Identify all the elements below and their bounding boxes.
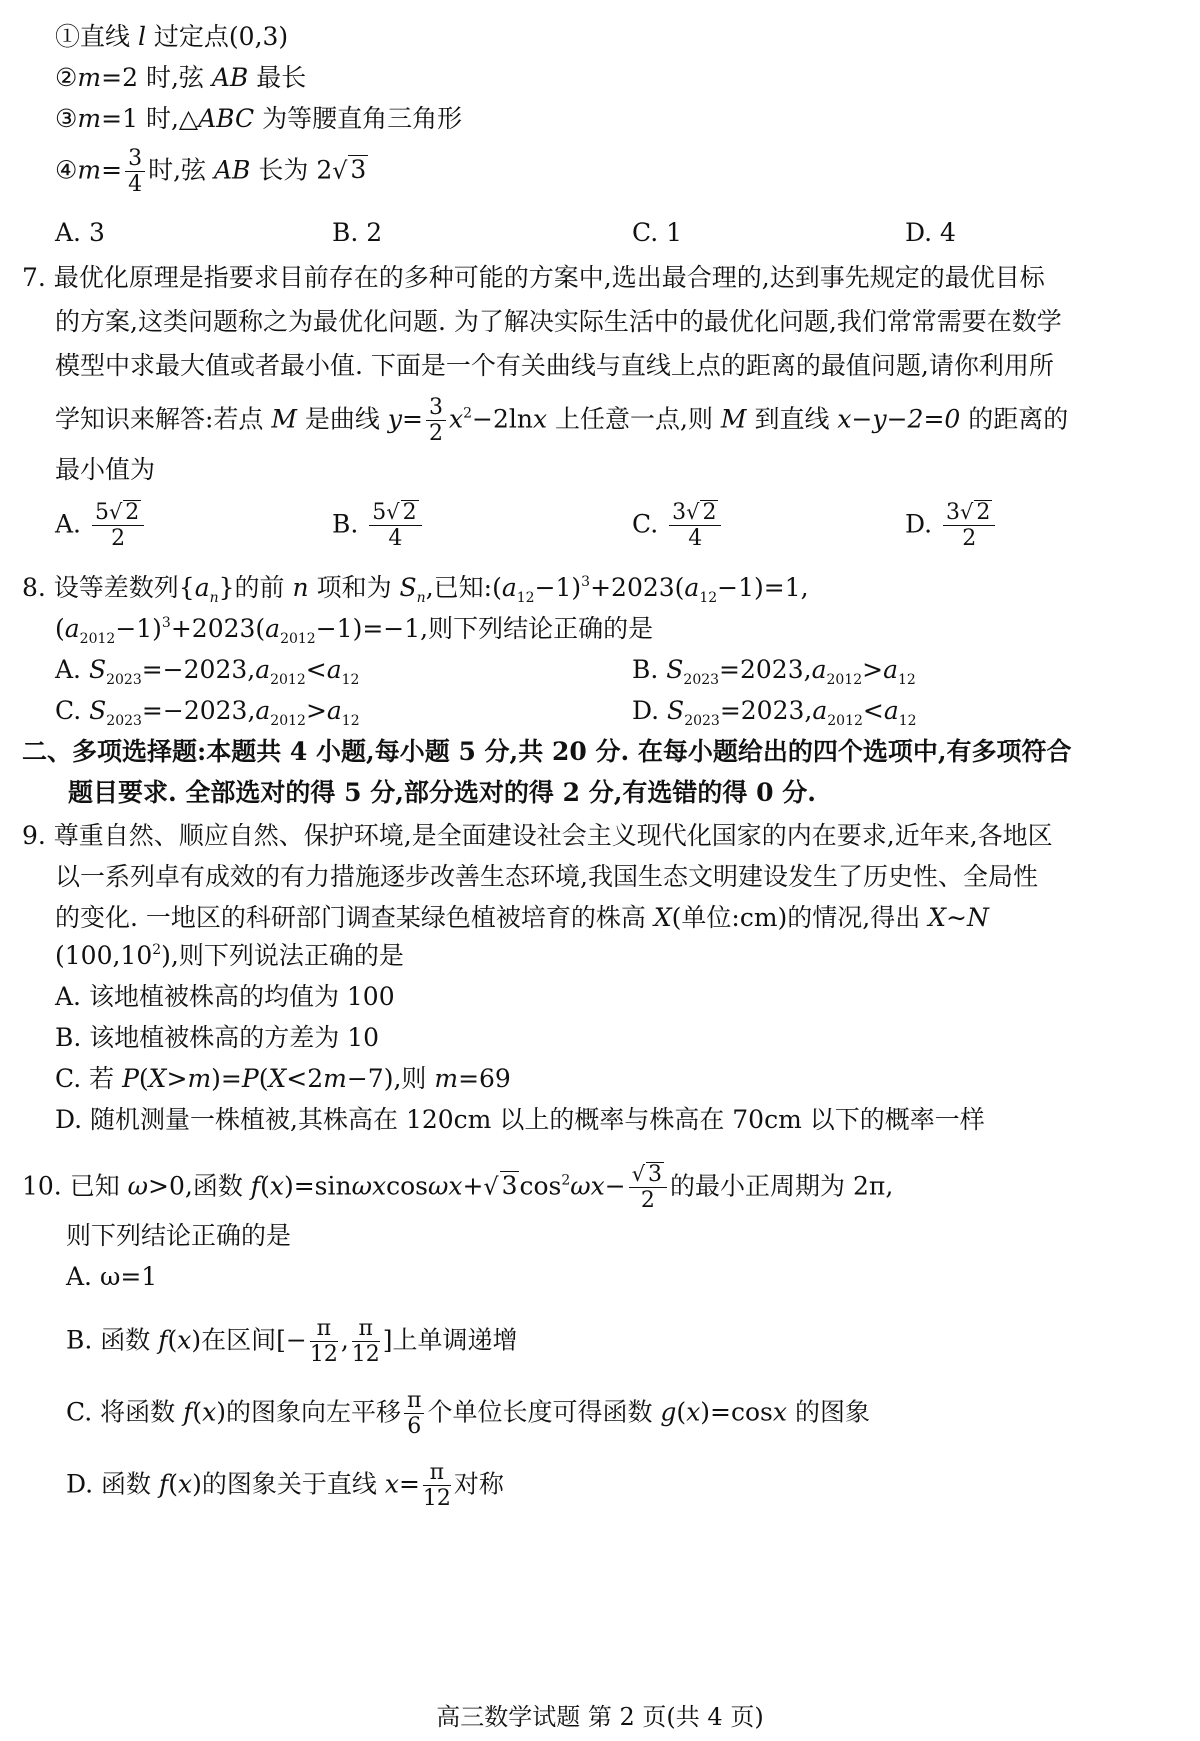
q7-opt-c-radical-icon: √	[686, 500, 700, 524]
q8-option-a	[55, 655, 359, 688]
q7-opt-c-label: C.	[632, 509, 667, 539]
q9-l4b: ),则下列说法正确的是	[161, 941, 404, 970]
q7-l4d: 上任意一点,则	[547, 404, 721, 434]
q7-opt-d-radical-icon: √	[960, 500, 974, 524]
q7-fraction	[426, 395, 446, 447]
q7-opt-d-radicand: 2	[976, 500, 991, 525]
q8-l2d: −1)=−1,则下列结论正确的是	[315, 614, 654, 643]
q8-opt-b-cmp: >	[862, 655, 884, 684]
page-footer: 高三数学试题 第 2 页(共 4 页)	[436, 1703, 764, 1731]
q8-line-1	[22, 573, 809, 607]
q7-l4b: 是曲线	[296, 404, 388, 434]
q9-line-1: 9. 尊重自然、顺应自然、保护环境,是全面建设社会主义现代化国家的内在要求,近年来,各地区	[22, 821, 1053, 850]
q9-c-lt: <	[286, 1064, 308, 1093]
q6-s1-rest: 过定点(0,3)	[153, 22, 289, 51]
q8-option-c	[55, 696, 360, 729]
q8-option-b	[632, 655, 916, 688]
q9-c-p-2: P	[241, 1064, 259, 1093]
q8-opt-c-sub12: 12	[341, 713, 360, 729]
q7-opt-b-radical-icon: √	[386, 500, 400, 524]
q9-c-d: (	[258, 1064, 269, 1093]
q7-opt-d-fraction	[943, 500, 995, 552]
q6-s3-eq: =1 时,△	[101, 104, 199, 133]
q7-line-equation: x−y−2=0	[837, 404, 961, 434]
q6-s3-rest: 为等腰直角三角形	[254, 104, 463, 133]
q7-point-m-2: M	[720, 404, 747, 434]
q8-opt-b-label: B.	[632, 655, 667, 684]
q10-d-c: )的图象关于直线	[192, 1469, 385, 1499]
q8-opt-a-sub: 2023	[106, 672, 142, 688]
q9-tilde: ∼	[946, 903, 967, 932]
q10-square: 2	[561, 1172, 571, 1189]
q7-opt-a-radicand: 2	[125, 500, 140, 525]
q8-opt-c-a1: a	[255, 696, 271, 725]
q8-opt-b-val: =2023,	[719, 655, 812, 684]
q8-opt-d-sub12: 12	[898, 713, 917, 729]
q8-opt-a-label: A.	[55, 655, 89, 684]
q8-sub-2012-2: 2012	[280, 631, 316, 647]
q8-opt-d-a1: a	[812, 696, 828, 725]
q6-statement-3	[55, 104, 462, 134]
q7-l4e: 到直线	[746, 404, 838, 434]
q8-opt-d-sub2012: 2012	[827, 713, 863, 729]
q9-c-x: X	[148, 1064, 167, 1093]
q10-c-a: C. 将函数	[66, 1397, 184, 1427]
q8-opt-b-a2: a	[883, 655, 898, 684]
q8-a2012: a	[64, 614, 80, 643]
q10-x-4: x	[590, 1171, 605, 1201]
q9-l4a: (100,10	[55, 941, 153, 970]
q7-x-2: x	[532, 404, 548, 434]
q9-line-3	[55, 903, 989, 933]
q10-c-b-2: (	[676, 1397, 687, 1427]
q6-s4-radical-icon: √	[332, 156, 348, 185]
q10-b-f: f	[158, 1325, 168, 1355]
q10-frac-radicand: 3	[648, 1162, 663, 1187]
q9-square: 2	[152, 942, 162, 958]
q9-c-f: −7),则	[346, 1064, 435, 1093]
q7-opt-a-num	[92, 500, 144, 526]
q10-option-c	[66, 1388, 870, 1440]
q8-s: S	[399, 573, 417, 602]
q10-omega-3: ω	[427, 1171, 449, 1201]
q6-s2-rest: 最长	[248, 63, 307, 92]
q10-d-b: (	[168, 1469, 179, 1499]
q10-b-c: )在区间[−	[191, 1325, 307, 1355]
q10-b-frac-1-den: 12	[309, 1342, 338, 1368]
q6-option-b: B. 2	[332, 218, 383, 247]
q6-statement-1	[55, 22, 288, 52]
q6-s1-mark: ①直线	[55, 22, 131, 51]
q10-f: f	[250, 1171, 261, 1201]
q10-option-d	[66, 1460, 504, 1512]
q9-option-d: D. 随机测量一株植被,其株高在 120cm 以上的概率与株高在 70cm 以下的概率一样	[55, 1105, 985, 1134]
q8-opt-a-a1: a	[255, 655, 271, 684]
q7-l4f: 的距离的	[960, 404, 1069, 434]
q10-c-x: x	[202, 1397, 217, 1427]
q7-opt-b-fraction	[369, 500, 421, 552]
q8-l2a: (	[55, 614, 65, 643]
q9-n: N	[966, 903, 989, 932]
q10-line-2: 则下列结论正确的是	[66, 1221, 292, 1250]
q10-b-frac-1-num: π	[310, 1316, 338, 1342]
q8-opt-b-sub12: 12	[897, 672, 916, 688]
q9-c-a: C. 若	[55, 1064, 123, 1093]
q9-option-a: A. 该地植被株高的均值为 100	[55, 982, 395, 1011]
q8-a12-2: a	[684, 573, 700, 602]
q8-sub-12: 12	[516, 590, 535, 606]
q8-opt-a-val: =−2023,	[141, 655, 256, 684]
q6-s4-mid: 时,弦	[148, 155, 214, 185]
q10-frac-num	[629, 1162, 667, 1188]
q6-s2-var: m	[77, 63, 102, 92]
q8-opt-c-sub2012: 2012	[270, 713, 306, 729]
q6-s4-frac-den: 4	[128, 172, 143, 198]
q7-opt-c-den: 4	[688, 526, 703, 552]
q10-b-frac-1	[310, 1316, 338, 1368]
q6-option-d: D. 4	[905, 218, 956, 247]
q10-c-frac-den: 6	[407, 1414, 422, 1440]
q10-l1i: 的最小正周期为 2π,	[670, 1171, 894, 1201]
q9-line-4	[55, 941, 404, 971]
q6-statement-4	[55, 146, 368, 198]
q8-opt-a-sub2012: 2012	[270, 672, 306, 688]
q10-omega-4: ω	[570, 1171, 591, 1201]
q6-s1-var: l	[137, 22, 146, 51]
q10-omega-2: ω	[351, 1171, 372, 1201]
q8-n: n	[292, 573, 309, 602]
q8-a: a	[194, 573, 210, 602]
q8-opt-d-cmp: <	[862, 696, 884, 725]
q8-sub-n: n	[209, 590, 219, 606]
q7-option-c	[632, 500, 724, 552]
q8-l1g: −1)=1,	[717, 573, 809, 602]
q7-opt-c-coef: 3	[672, 500, 687, 525]
q6-s2-mark: ②	[55, 63, 78, 92]
q8-l1a: 8. 设等差数列{	[22, 573, 195, 602]
q10-l1e: cos	[386, 1171, 428, 1201]
q7-eq: =	[402, 404, 423, 434]
q8-opt-b-sub2012: 2012	[826, 672, 863, 688]
section-2-heading-line-1: 二、多项选择题:本题共 4 小题,每小题 5 分,共 20 分. 在每小题给出的四个选项中,有多项符合	[22, 737, 1072, 766]
q10-c-c: )的图象向左平移	[216, 1397, 401, 1427]
q7-line-1: 7. 最优化原理是指要求目前存在的多种可能的方案中,选出最合理的,达到事先规定的最优目标	[22, 263, 1045, 292]
q10-b-a: B. 函数	[66, 1325, 159, 1355]
q10-c-frac	[404, 1388, 424, 1440]
q7-option-d	[905, 500, 998, 552]
q9-c-m-3: m	[434, 1064, 459, 1093]
q8-a2012-2: a	[265, 614, 281, 643]
q10-b-frac-2-num: π	[352, 1316, 380, 1342]
q7-l4a: 学知识来解答:若点	[55, 404, 272, 434]
q8-opt-c-sub: 2023	[106, 713, 142, 729]
q10-omega: ω	[127, 1171, 149, 1201]
q7-line-5: 最小值为	[55, 455, 156, 484]
q8-opt-a-s: S	[88, 655, 107, 684]
q7-opt-a-coef: 5	[94, 500, 109, 525]
q8-sub-2012: 2012	[79, 631, 116, 647]
q7-point-m: M	[271, 404, 297, 434]
q9-c-e: 2	[307, 1064, 324, 1093]
q8-line-2	[55, 614, 653, 648]
q8-opt-b-s: S	[666, 655, 684, 684]
q10-d-frac	[423, 1460, 451, 1512]
q6-s4-rest: 长为 2	[250, 155, 333, 185]
q10-l1a: 10. 已知	[22, 1171, 128, 1201]
q10-d-f: f	[159, 1469, 169, 1499]
q8-l2c: +2023(	[170, 614, 266, 643]
q7-opt-b-coef: 5	[372, 500, 387, 525]
q10-line-1	[22, 1162, 893, 1214]
q8-opt-b-a1: a	[811, 655, 827, 684]
q10-d-frac-den: 12	[422, 1486, 451, 1512]
q10-x: x	[269, 1171, 284, 1201]
q10-d-x: x	[178, 1469, 193, 1499]
q10-d-frac-num: π	[423, 1460, 451, 1486]
q7-line-3: 模型中求最大值或者最小值. 下面是一个有关曲线与直线上点的距离的最值问题,请你利用所	[55, 351, 1054, 380]
q7-option-a	[55, 500, 147, 552]
q10-b-x: x	[177, 1325, 192, 1355]
q7-opt-b-num	[369, 500, 421, 526]
q6-s3-abc: ABC	[198, 104, 255, 133]
q10-frac-den: 2	[640, 1188, 655, 1214]
q10-c-frac-num: π	[404, 1388, 424, 1414]
q6-s2-ab: AB	[211, 63, 249, 92]
q8-opt-a-a2: a	[326, 655, 342, 684]
q10-frac-radical-icon: √	[631, 1162, 646, 1186]
q8-opt-a-sub12: 12	[341, 672, 360, 688]
q7-square: 2	[463, 405, 472, 422]
q9-l3a: 的变化. 一地区的科研部门调查某绿色植被培育的株高	[55, 903, 654, 932]
q9-c-x-2: X	[268, 1064, 287, 1093]
q10-b-b: (	[167, 1325, 178, 1355]
q9-c-b: (	[138, 1064, 149, 1093]
q10-radical-icon: √	[483, 1172, 499, 1201]
section-2-heading-line-2: 题目要求. 全部选对的得 5 分,部分选对的得 2 分,有选错的得 0 分.	[68, 778, 816, 807]
q7-opt-d-den: 2	[962, 526, 977, 552]
q6-s4-fraction	[125, 146, 145, 198]
q6-s4-frac-num: 3	[125, 146, 145, 172]
q10-d-a: D. 函数	[66, 1469, 159, 1499]
q6-statement-2	[55, 63, 306, 93]
q10-c-d: 个单位长度可得函数	[427, 1397, 661, 1427]
q8-opt-d-sub: 2023	[684, 713, 720, 729]
q10-b-d: ]上单调递增	[382, 1325, 518, 1355]
q8-opt-c-s: S	[89, 696, 107, 725]
q6-s3-var: m	[77, 104, 102, 133]
q10-b-frac-2-den: 12	[351, 1342, 380, 1368]
q6-s3-mark: ③	[55, 104, 78, 133]
q10-option-b	[66, 1316, 518, 1368]
q7-opt-b-label: B.	[332, 509, 367, 539]
q10-d-e: 对称	[453, 1469, 504, 1499]
q9-l3b: (单位:cm)的情况,得出	[671, 903, 929, 932]
q7-opt-a-label: A.	[55, 509, 89, 539]
q8-opt-c-cmp: >	[305, 696, 327, 725]
q10-l1g: cos	[519, 1171, 562, 1201]
q10-radicand: 3	[501, 1171, 518, 1201]
q10-l1c: (	[260, 1171, 270, 1201]
q8-opt-d-label: D.	[632, 696, 668, 725]
q9-x: X	[653, 903, 672, 932]
q7-opt-a-radical-icon: √	[108, 500, 123, 524]
q6-option-a: A. 3	[55, 218, 105, 247]
q8-opt-c-val: =−2023,	[141, 696, 256, 725]
q6-s4-eq: =	[101, 155, 123, 185]
q7-line-4	[55, 395, 1068, 447]
q7-option-b	[332, 500, 425, 552]
q10-l1b: >0,函数	[148, 1171, 251, 1201]
q6-s4-var: m	[77, 155, 102, 185]
q9-c-m: m	[187, 1064, 212, 1093]
q9-option-b: B. 该地植被株高的方差为 10	[55, 1023, 380, 1052]
q6-s2-eq: =2 时,弦	[101, 63, 212, 92]
q7-opt-d-coef: 3	[946, 500, 961, 525]
q9-c-p: P	[122, 1064, 139, 1093]
q10-option-a: A. ω=1	[66, 1262, 158, 1291]
q8-sub-12-2: 12	[699, 590, 718, 606]
q8-l2b: −1)	[115, 614, 162, 643]
q8-a12: a	[501, 573, 517, 602]
q9-c-g: =69	[458, 1064, 511, 1093]
q8-s-sub-n: n	[416, 590, 426, 606]
q7-line-2: 的方案,这类问题称之为最优化问题. 为了解决实际生活中的最优化问题,我们常常需要在数学	[55, 307, 1062, 336]
q7-opt-c-fraction	[669, 500, 721, 552]
q7-l4c: −2ln	[472, 404, 533, 434]
q10-c-b: (	[192, 1397, 203, 1427]
q10-c-g: g	[660, 1397, 677, 1427]
q10-c-e: )=cos	[700, 1397, 773, 1427]
q9-c-c: )=	[211, 1064, 242, 1093]
q10-d-x-2: x	[384, 1469, 399, 1499]
q9-option-c	[55, 1064, 511, 1094]
q7-opt-a-fraction	[92, 500, 144, 552]
q8-opt-d-val: =2023,	[719, 696, 813, 725]
q8-opt-d-s: S	[667, 696, 685, 725]
q6-option-c: C. 1	[632, 218, 683, 247]
q7-opt-c-num	[669, 500, 721, 526]
q6-s4-mark: ④	[55, 155, 78, 185]
q10-b-comma: ,	[340, 1325, 349, 1355]
q8-cube: 3	[581, 574, 591, 590]
q7-opt-d-label: D.	[905, 509, 941, 539]
q10-l1f: +	[462, 1171, 484, 1201]
q7-x: x	[448, 404, 464, 434]
q8-opt-d-a2: a	[883, 696, 899, 725]
q10-c-x-3: x	[772, 1397, 787, 1427]
q7-opt-a-den: 2	[111, 526, 126, 552]
q9-c-gt: >	[166, 1064, 188, 1093]
q9-line-2: 以一系列卓有成效的有力措施逐步改善生态环境,我国生态文明建设发生了历史性、全局性	[55, 862, 1038, 891]
q8-cube-2: 3	[161, 615, 171, 631]
q7-opt-b-den: 4	[388, 526, 403, 552]
q8-option-d	[632, 696, 917, 729]
q8-l1d: ,已知:(	[425, 573, 502, 602]
q9-x-2: X	[928, 903, 947, 932]
q6-s4-ab: AB	[214, 155, 251, 185]
q8-l1f: +2023(	[590, 573, 685, 602]
q8-opt-c-label: C.	[55, 696, 90, 725]
q10-l1h: −	[604, 1171, 626, 1201]
q10-c-f-text: 的图象	[787, 1397, 870, 1427]
q10-c-f: f	[183, 1397, 193, 1427]
q10-b-frac-2	[352, 1316, 380, 1368]
q7-opt-d-num	[943, 500, 995, 526]
q10-x-3: x	[448, 1171, 463, 1201]
q9-c-m-2: m	[323, 1064, 347, 1093]
q8-l1e: −1)	[534, 573, 582, 602]
q10-d-d: =	[398, 1469, 420, 1499]
q8-l1b: }的前	[218, 573, 293, 602]
q10-c-x-2: x	[686, 1397, 701, 1427]
q7-frac-num: 3	[426, 395, 446, 421]
q7-frac-den: 2	[428, 421, 443, 447]
q10-l1d: )=sin	[283, 1171, 352, 1201]
q7-y: y	[387, 404, 403, 434]
q7-opt-b-radicand: 2	[402, 500, 417, 525]
q7-opt-c-radicand: 2	[702, 500, 717, 525]
q8-l1c: 项和为	[308, 573, 400, 602]
q10-x-2: x	[371, 1171, 387, 1201]
q6-s4-radicand: 3	[350, 155, 367, 185]
q10-fraction	[629, 1162, 667, 1214]
q8-opt-b-sub: 2023	[683, 672, 720, 688]
q8-opt-c-a2: a	[326, 696, 342, 725]
q8-opt-a-cmp: <	[305, 655, 327, 684]
